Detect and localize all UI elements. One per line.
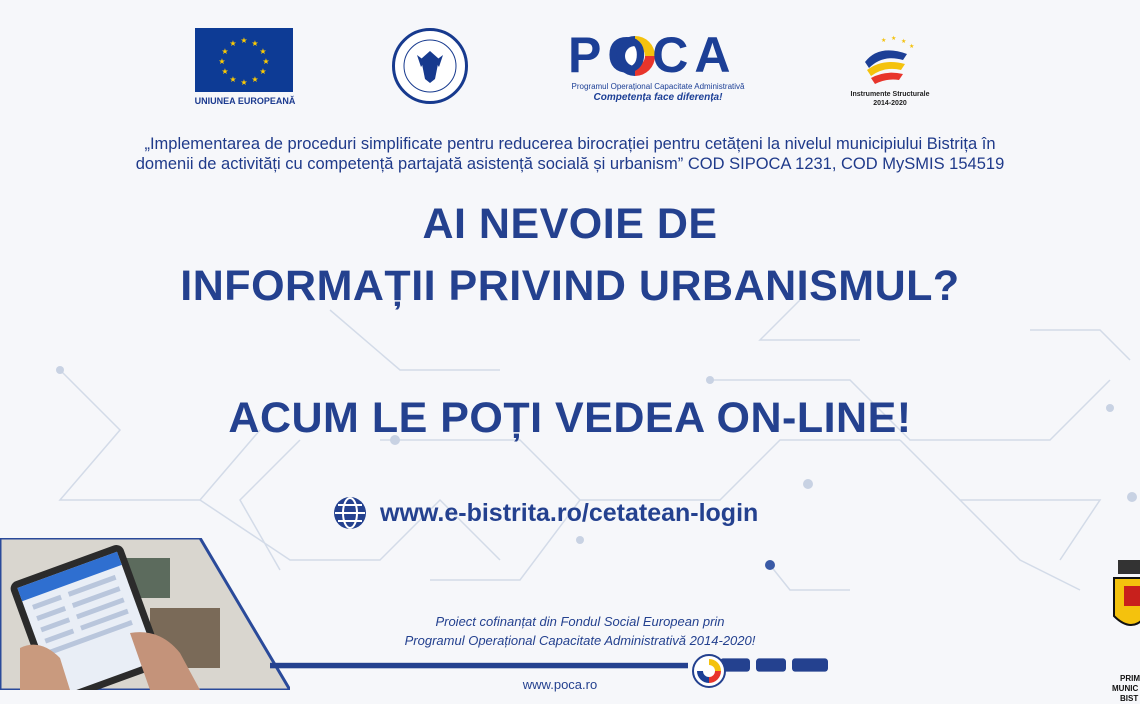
poca-website-link[interactable]: www.poca.ro	[522, 677, 598, 692]
structural-instruments-logo	[845, 28, 935, 108]
svg-text:★: ★	[262, 57, 270, 66]
svg-text:★: ★	[909, 43, 915, 50]
svg-text:★: ★	[229, 39, 237, 48]
headline-line2: INFORMAȚII PRIVIND URBANISMUL?	[180, 262, 960, 310]
crest-text-line2: MUNIC	[1112, 684, 1139, 693]
poca-tagline: Competența face diferența!	[593, 92, 723, 103]
poca-subtitle: Programul Operațional Capacitate Administrativă	[571, 82, 745, 91]
svg-text:★: ★	[221, 67, 229, 76]
structural-instruments-label	[845, 90, 935, 108]
svg-text:★: ★	[259, 67, 267, 76]
project-title	[10, 134, 1130, 174]
portal-link-row[interactable]	[332, 493, 758, 533]
crest-text-line1: PRIM	[1120, 674, 1140, 683]
svg-text:★: ★	[221, 47, 229, 56]
cofinance-line2: Programul Operațional Capacitate Administrativă 2014-2020!	[404, 633, 756, 648]
romanian-government-logo	[392, 28, 468, 104]
svg-text:★: ★	[891, 35, 897, 42]
headline-line1: AI NEVOIE DE	[422, 200, 718, 248]
bottom-bar	[270, 654, 830, 676]
svg-text:★: ★	[251, 75, 259, 84]
project-title-line2: domenii de activități cu competență partajată asistență socială și urbanism” COD SIPOCA 1231, COD MySMIS 154519	[135, 155, 1005, 173]
project-title-line1: „Implementarea de proceduri simplificate pentru reducerea birocrației pentru cetățeni la nivelul municipiului Bistrița în	[144, 135, 996, 153]
svg-text:★: ★	[259, 47, 267, 56]
is-label-line1: Instrumente Structurale	[850, 91, 930, 98]
headline-line3: ACUM LE POȚI VEDEA ON-LINE!	[228, 394, 912, 442]
crest-text	[1112, 674, 1140, 704]
partner-logos	[0, 18, 1140, 118]
is-label-line2: 2014-2020	[873, 100, 907, 107]
cofinance-line1: Proiect cofinanțat din Fondul Social European prin	[435, 614, 725, 629]
tablet-photo	[0, 538, 290, 690]
svg-text:★: ★	[881, 37, 887, 44]
poca-emblem-icon	[692, 654, 726, 688]
svg-text:★: ★	[251, 39, 259, 48]
eu-flag-logo	[195, 28, 293, 92]
svg-text:★: ★	[240, 36, 248, 45]
city-hall-crest	[1106, 556, 1140, 703]
cofinance-note	[330, 612, 830, 650]
poca-logo	[568, 27, 748, 110]
svg-text:★: ★	[218, 57, 226, 66]
svg-text:★: ★	[229, 75, 237, 84]
eu-label: UNIUNEA EUROPEANĂ	[194, 96, 296, 106]
portal-url-link[interactable]: www.e-bistrita.ro/cetatean-login	[380, 498, 759, 527]
globe-icon	[332, 495, 368, 531]
crest-text-line3: BIST	[1120, 694, 1139, 703]
svg-text:★: ★	[901, 38, 907, 45]
svg-text:★: ★	[240, 78, 248, 87]
poca-wordmark: POCA	[568, 27, 737, 83]
